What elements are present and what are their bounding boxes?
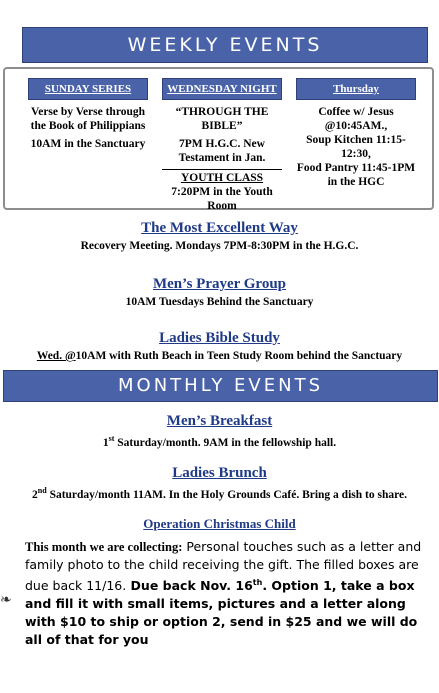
thursday-line: Food Pantry 11:45-1PM	[296, 162, 416, 174]
section-title: Men’s Breakfast	[166, 413, 273, 429]
ordinal-suffix: nd	[37, 486, 47, 495]
occ-options: . Option 1, take a box and fill it with small items, pictures and a letter along with $10 to ship or option 2, send in $25 and we will do all of that for you	[25, 578, 418, 648]
most-excellent-way-section	[0, 220, 439, 253]
occ-due-suffix: th	[252, 578, 263, 587]
body-prefix: Wed. @	[36, 350, 76, 362]
section-body: 10AM Tuesdays Behind the Sanctuary	[125, 296, 314, 308]
body-text: Saturday/month. 9AM in the fellowship hall.	[114, 436, 337, 449]
youth-class-header: YOUTH CLASS	[162, 169, 282, 185]
mens-prayer-group-section	[0, 276, 439, 309]
body-text: Saturday/month 11AM. In the Holy Grounds Café. Bring a dish to share.	[46, 488, 407, 501]
sunday-series-time: 10AM in the Sanctuary	[30, 138, 146, 150]
section-title: The Most Excellent Way	[141, 220, 298, 236]
youth-class-details: 7:20PM in the Youth Room	[171, 186, 273, 212]
monthly-events-banner: MONTHLY EVENTS	[3, 370, 438, 402]
section-title: Ladies Bible Study	[159, 330, 280, 346]
sunday-series-text: Verse by Verse through the Book of Philippians	[30, 106, 146, 132]
thursday-line: Coffee w/ Jesus @10:45AM.,	[318, 106, 394, 132]
wednesday-night-title: “THROUGH THE BIBLE”	[175, 106, 269, 132]
weekly-events-box	[3, 67, 434, 210]
ordinal-suffix: st	[108, 434, 115, 443]
ladies-brunch-section	[0, 465, 439, 502]
section-title: Ladies Brunch	[172, 465, 267, 481]
mens-breakfast-section	[0, 413, 439, 450]
thursday-header: Thursday	[296, 78, 416, 100]
ladies-bible-study-section	[0, 330, 439, 363]
thursday-line: Soup Kitchen 11:15-12:30,	[306, 134, 406, 160]
operation-christmas-child-section	[0, 515, 439, 532]
sunday-series-column	[28, 78, 148, 155]
wednesday-night-details: 7PM H.G.C. New Testament in Jan.	[178, 138, 266, 164]
section-title: Operation Christmas Child	[143, 516, 296, 531]
occ-text: Personal touches such as a letter and family photo to the child receiving the gift. The filled boxes are due back 11/16.	[25, 539, 422, 594]
ordinal-number: 1	[102, 436, 109, 449]
sunday-series-header: SUNDAY SERIES	[28, 78, 148, 100]
thursday-column	[296, 78, 416, 189]
wednesday-night-header: WEDNESDAY NIGHT	[162, 78, 282, 100]
section-body	[0, 484, 439, 502]
decorative-icon: ❧	[0, 593, 12, 608]
section-body: Recovery Meeting. Mondays 7PM-8:30PM in the H.G.C.	[80, 240, 359, 252]
wednesday-night-column	[162, 78, 282, 217]
body-text: 10AM with Ruth Beach in Teen Study Room behind the Sanctuary	[75, 350, 403, 362]
ordinal-number: 2	[32, 488, 38, 501]
occ-due: Due back Nov. 16	[126, 578, 253, 594]
occ-description	[25, 538, 429, 649]
section-title: Men’s Prayer Group	[152, 276, 287, 292]
section-body	[0, 349, 439, 363]
section-body	[0, 432, 439, 450]
thursday-line: in the HGC	[327, 176, 385, 188]
weekly-events-banner: WEEKLY EVENTS	[22, 27, 428, 63]
occ-lead: This month we are collecting:	[25, 540, 183, 554]
